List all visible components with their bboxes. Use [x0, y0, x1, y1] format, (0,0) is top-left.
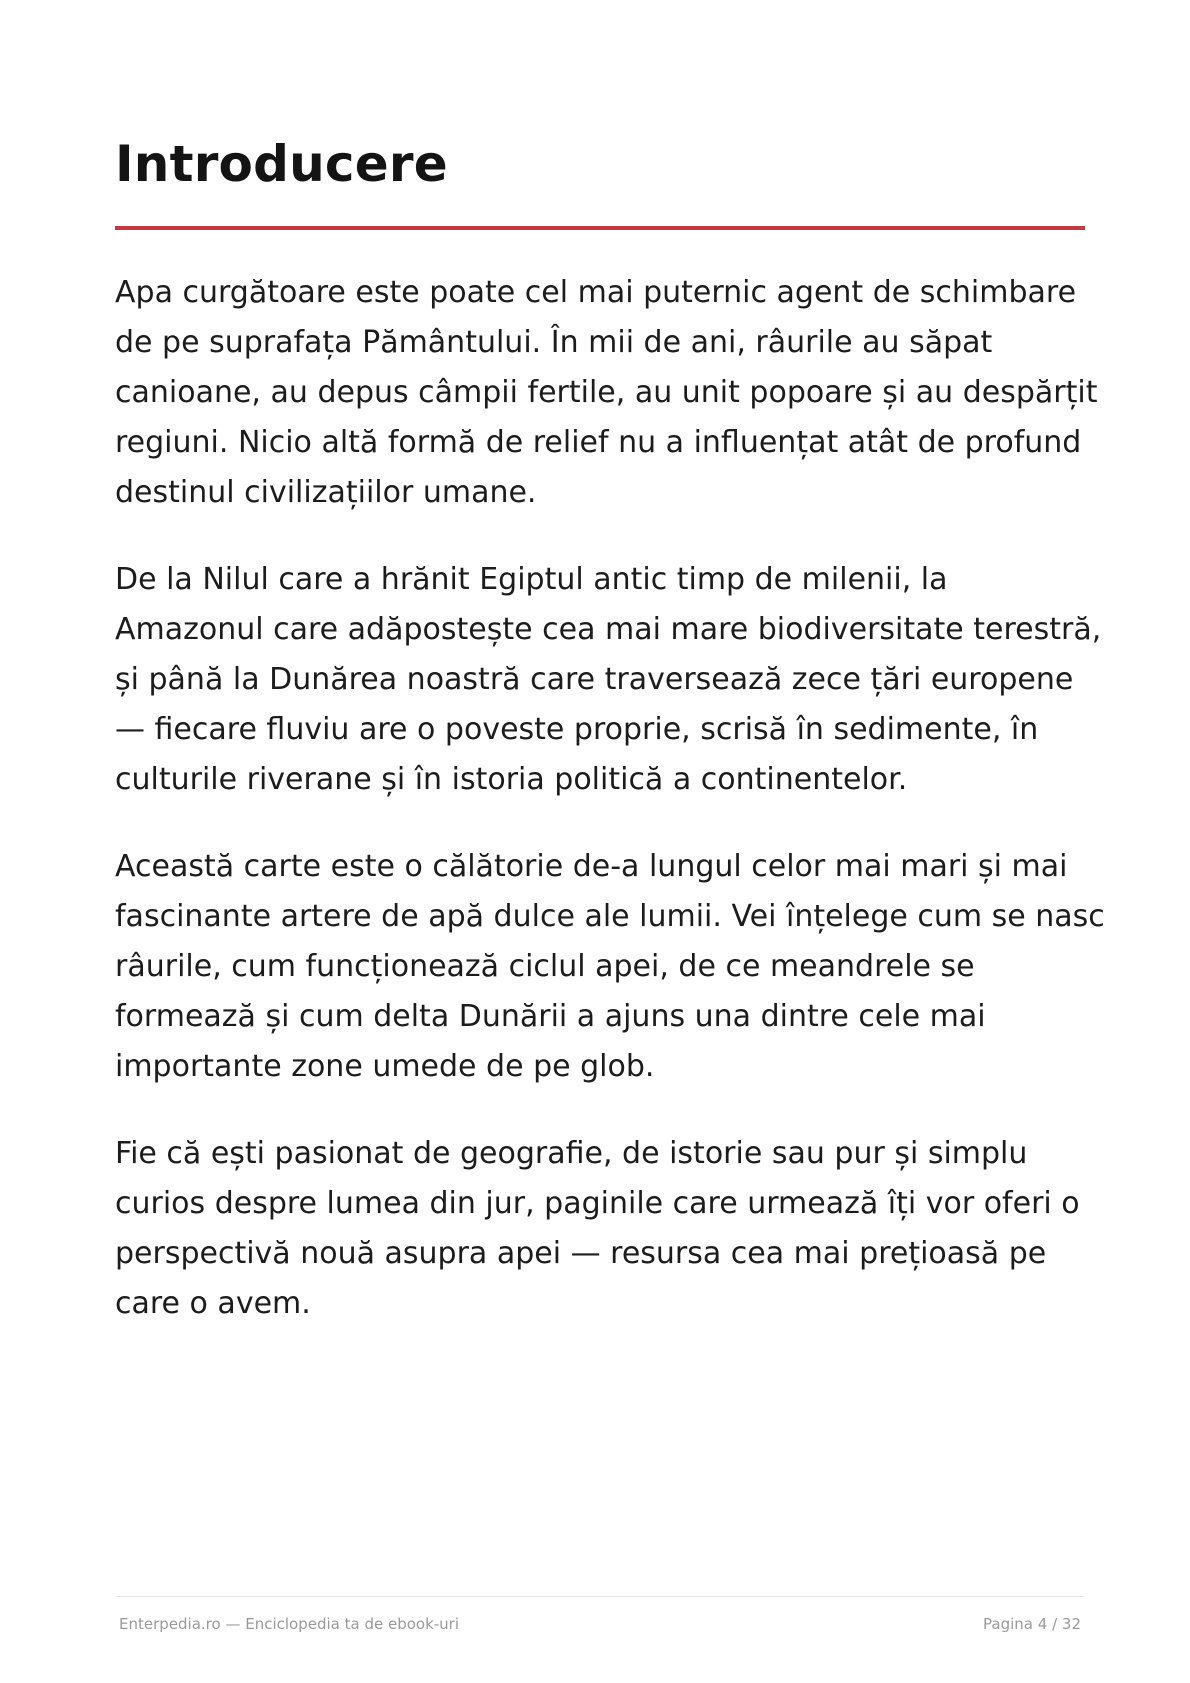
paragraph-1: Apa curgătoare este poate cel mai puternic agent de schimbare de pe suprafața Pământului. În mii de ani, râurile au săpat canioane, au depus câmpii fertile, au unit popoare și au despărțit regiuni. Nicio altă formă de relief nu a influențat atât de profund destinul civilizațiilor umane. — [115, 275, 1098, 510]
document-page — [115, 0, 1105, 1683]
title-divider — [115, 226, 1085, 230]
page-title: Introducere — [115, 135, 448, 193]
paragraph-3: Această carte este o călătorie de-a lungul celor mai mari și mai fascinante artere de apă dulce ale lumii. Vei înțelege cum se nasc râurile, cum funcționează ciclul apei, de ce meandrele se formează și cum delta Dunării a ajuns una dintre cele mai importante zone umede de pe glob. — [115, 849, 1105, 1084]
paragraph-4: Fie că ești pasionat de geografie, de istorie sau pur și simplu curios despre lumea din jur, paginile care urmează îți vor oferi o perspectivă nouă asupra apei — resursa cea mai prețioasă pe care o avem. — [115, 1136, 1080, 1321]
paragraph-2: De la Nilul care a hrănit Egiptul antic timp de milenii, la Amazonul care adăpostește cea mai mare biodiversitate terestră, și până la Dunărea noastră care traversează zece țări europene — fiecare fluviu are o poveste proprie, scrisă în sedimente, în culturile riverane și în istoria politică a continentelor. — [115, 562, 1102, 797]
footer-site-label: Enterpedia.ro — Enciclopedia ta de ebook-uri — [119, 1615, 460, 1633]
page-body — [115, 268, 1105, 1366]
footer-divider — [115, 1596, 1085, 1597]
page-number: Pagina 4 / 32 — [983, 1615, 1081, 1633]
